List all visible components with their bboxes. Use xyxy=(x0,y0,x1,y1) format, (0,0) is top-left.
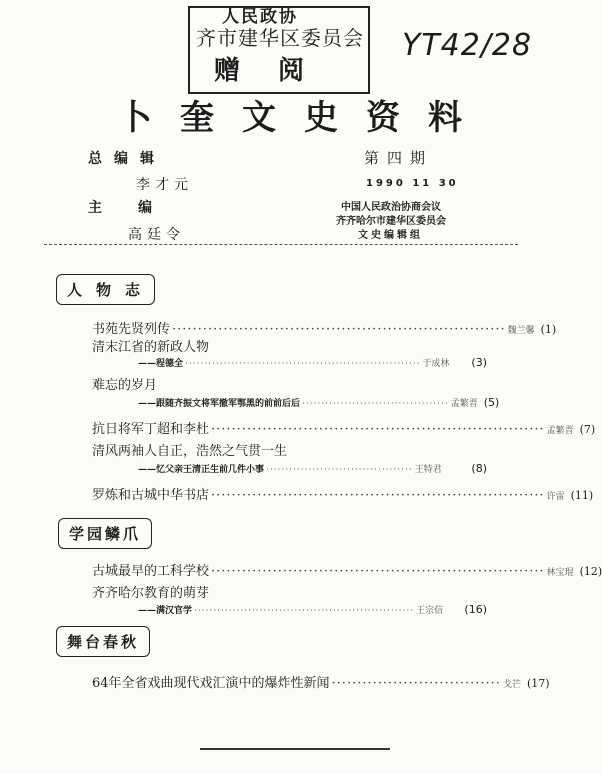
stamp-line-3: 赠阅 xyxy=(214,56,343,86)
entry-title: 64年全省戏曲现代戏汇演中的爆炸性新闻 xyxy=(92,676,330,691)
entry-author: 孟繁晋 xyxy=(546,426,574,436)
leader-dots: ································································· xyxy=(172,322,506,337)
leader-dots: ································································· xyxy=(211,488,545,503)
entry-page: (16) xyxy=(464,603,487,616)
entry-subtitle: ——满汉官学 xyxy=(138,606,193,616)
divider xyxy=(44,244,518,245)
org-line-2: 齐齐哈尔市建华区委员会 xyxy=(336,216,446,227)
org-line-1: 中国人民政治协商会议 xyxy=(341,202,441,213)
entry-author: 孟繁晋 xyxy=(450,399,478,409)
entry-title: 书苑先贤列传 xyxy=(92,322,171,337)
entry-author: 许雷 xyxy=(546,492,565,502)
leader-dots: ······································ xyxy=(302,399,449,409)
entry-page: (5) xyxy=(483,396,500,409)
publication-title: 卜奎文史资料 xyxy=(118,98,490,138)
handwritten-note: YT42/28 xyxy=(402,28,533,63)
entry-title[interactable]: 难忘的岁月 xyxy=(92,378,158,393)
leader-dots: ································································· xyxy=(211,422,545,437)
leader-dots: ······································ xyxy=(266,465,413,475)
editor-name: 高廷令 xyxy=(128,227,185,243)
org-line-3: 文史编辑组 xyxy=(358,230,423,241)
toc-entry[interactable] xyxy=(92,484,594,503)
entry-title: 古城最早的工科学校 xyxy=(92,564,210,579)
entry-page: (11) xyxy=(570,489,594,502)
toc-entry[interactable] xyxy=(92,672,550,691)
toc-subentry[interactable] xyxy=(138,462,487,475)
stamp-line-1: 人民政协 xyxy=(222,7,298,27)
entry-subtitle: ——程德全 xyxy=(138,359,184,369)
entry-page: (7) xyxy=(579,423,596,436)
leader-dots: ································· xyxy=(331,676,501,691)
section-heading-stage: 舞台春秋 xyxy=(56,626,150,657)
entry-title: 抗日将军丁超和李杜 xyxy=(92,422,210,437)
entry-page: (1) xyxy=(540,323,557,336)
entry-author: 王宗信 xyxy=(416,606,444,616)
issue-number: 第四期 xyxy=(364,149,434,167)
entry-author: 于成林 xyxy=(422,359,450,369)
chief-editor-label: 总编辑 xyxy=(88,151,166,167)
entry-title[interactable]: 清末江省的新政人物 xyxy=(92,340,210,355)
entry-author: 王特君 xyxy=(414,465,442,475)
editor-label: 主编 xyxy=(88,200,188,216)
toc-subentry[interactable] xyxy=(138,603,487,616)
entry-subtitle: ——跟随齐振文将军撤军鄂黑的前前后后 xyxy=(138,399,301,409)
entry-author: 魏兰馨 xyxy=(507,326,535,336)
entry-page: (12) xyxy=(579,565,602,578)
leader-dots: ························································· xyxy=(194,606,415,616)
leader-dots: ····························································· xyxy=(185,359,421,369)
section-heading-academy: 学园鳞爪 xyxy=(58,518,152,549)
entry-subtitle: ——忆父亲王清正生前几件小事 xyxy=(138,465,265,475)
publish-date: 1990 11 30 xyxy=(366,178,459,189)
toc-entry[interactable] xyxy=(92,560,602,579)
toc-entry[interactable] xyxy=(92,418,596,437)
leader-dots: ································································· xyxy=(211,564,545,579)
entry-title[interactable]: 齐齐哈尔教育的萌芽 xyxy=(92,586,210,601)
section-heading-people: 人物志 xyxy=(56,274,155,305)
entry-author: 林宝琨 xyxy=(546,568,574,578)
chief-editor-name: 李才元 xyxy=(136,177,193,193)
stamp-line-2: 齐市建华区委员会 xyxy=(196,26,364,50)
toc-subentry[interactable] xyxy=(138,356,487,369)
toc-entry[interactable] xyxy=(92,318,557,337)
entry-page: (17) xyxy=(526,677,550,690)
entry-author: 戈芒 xyxy=(502,680,521,690)
entry-page: (3) xyxy=(471,356,487,369)
bottom-rule xyxy=(200,748,390,750)
entry-page: (8) xyxy=(471,462,487,475)
entry-title[interactable]: 清风两袖人自正，浩然之气贯一生 xyxy=(92,444,288,459)
toc-subentry[interactable] xyxy=(138,396,500,409)
entry-title: 罗炼和古城中华书店 xyxy=(92,488,210,503)
